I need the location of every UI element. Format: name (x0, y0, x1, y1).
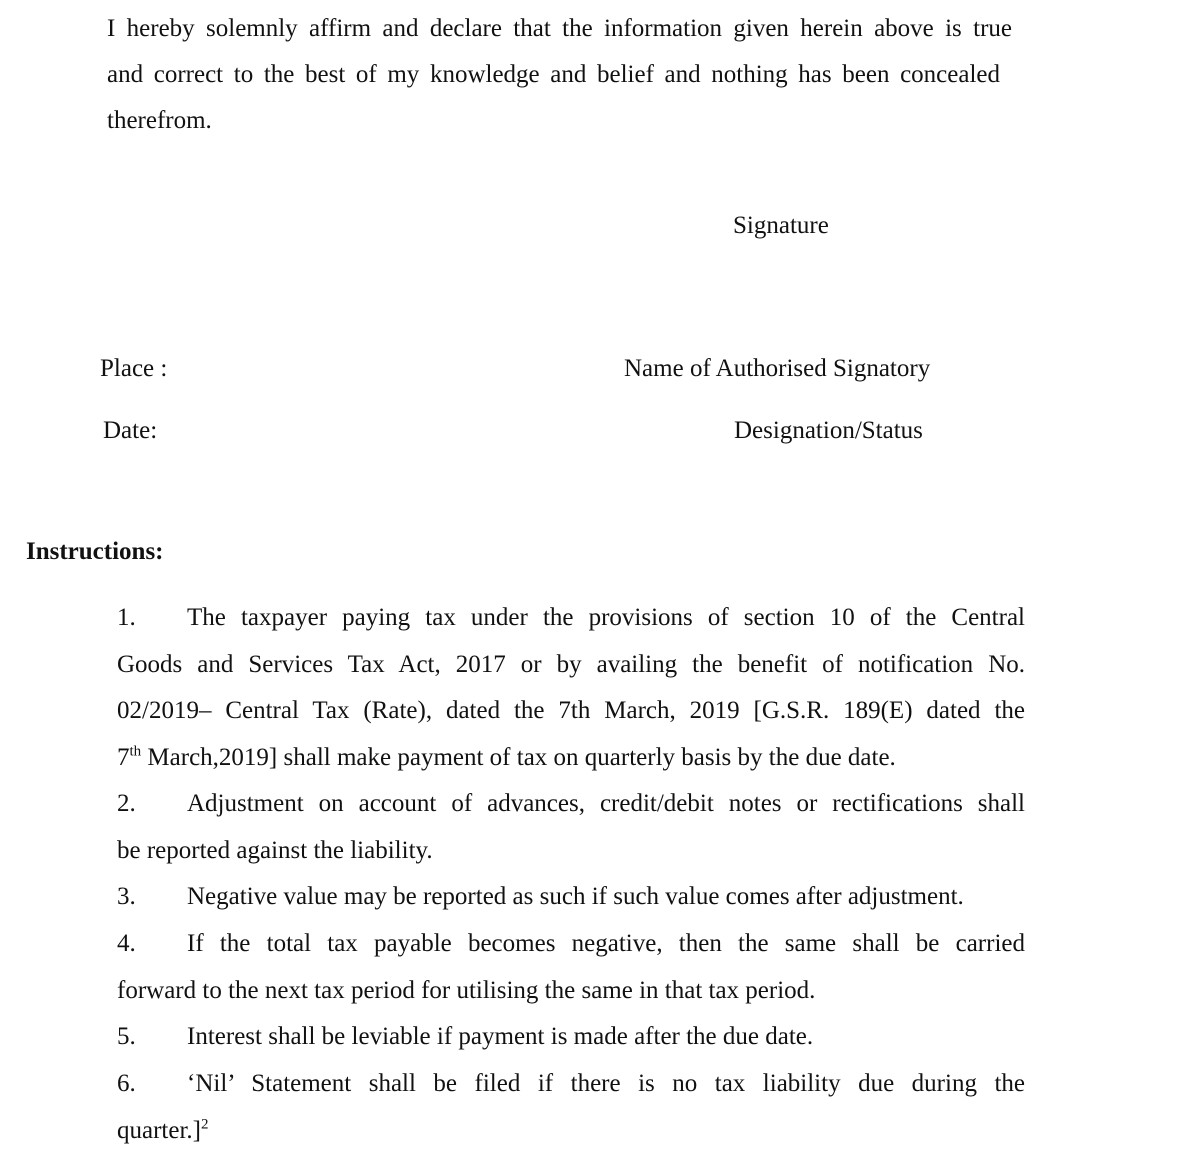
place-label: Place : (100, 355, 168, 382)
item-text: Adjustment on account of advances, credit/debit notes or rectifications shall (187, 790, 1025, 817)
footnote-marker: 2 (200, 1116, 209, 1133)
item-text: Interest shall be leviable if payment is made after the due date. (187, 1023, 814, 1050)
date-label: Date: (103, 417, 158, 444)
instruction-item-6 (117, 1061, 1025, 1154)
item-text: Goods and Services Tax Act, 2017 or by availing the benefit of notification No. (117, 650, 1025, 678)
item-text: If the total tax payable becomes negative, then the same shall be carried (187, 930, 1025, 957)
item-text: be reported against the liability. (117, 836, 433, 864)
item-number: 2. (117, 790, 136, 817)
instruction-item-4 (117, 921, 1025, 1014)
instruction-item-5 (117, 1014, 1025, 1061)
instruction-item-3 (117, 874, 1025, 921)
item-text: The taxpayer paying tax under the provisions of section 10 of the Central (187, 604, 1025, 631)
authorised-signatory-label: Name of Authorised Signatory (624, 355, 931, 382)
instruction-item-1: 1. The taxpayer paying tax under the provisions of section 10 of the Central Goods and Services Tax Act, 2017 or by availing the benefit of notification No. 02/2019– Central Tax (Rate), dated the 7th March, 2019 [G.S.R. 189(E) dated the 7th March,2019] shall make payment of tax on quarterly basis by the due date. (117, 595, 1025, 781)
item-number: 6. (117, 1070, 136, 1097)
signature-label: Signature (733, 212, 829, 239)
declaration-line: therefrom. (107, 107, 212, 134)
declaration-line: and correct to the best of my knowledge and belief and nothing has been concealed (107, 61, 1000, 88)
declaration-line: I hereby solemnly affirm and declare that the information given herein above is true (107, 15, 1012, 42)
item-number: 1. (117, 604, 136, 631)
item-number: 4. (117, 930, 136, 957)
item-text: ‘Nil’ Statement shall be filed if there is no tax liability due during the (187, 1070, 1025, 1097)
item-text: quarter.] (117, 1116, 201, 1144)
item-text: Negative value may be reported as such if such value comes after adjustment. (187, 883, 964, 910)
declaration-paragraph (107, 6, 1012, 144)
item-number: 5. (117, 1023, 136, 1050)
instructions-heading: Instructions: (26, 538, 164, 565)
item-number: 3. (117, 883, 136, 910)
item-text: forward to the next tax period for utilising the same in that tax period. (117, 976, 816, 1004)
designation-label: Designation/Status (734, 417, 923, 444)
instruction-item-2 (117, 781, 1025, 874)
item-text: 02/2019– Central Tax (Rate), dated the 7th March, 2019 [G.S.R. 189(E) dated the (117, 697, 1025, 724)
